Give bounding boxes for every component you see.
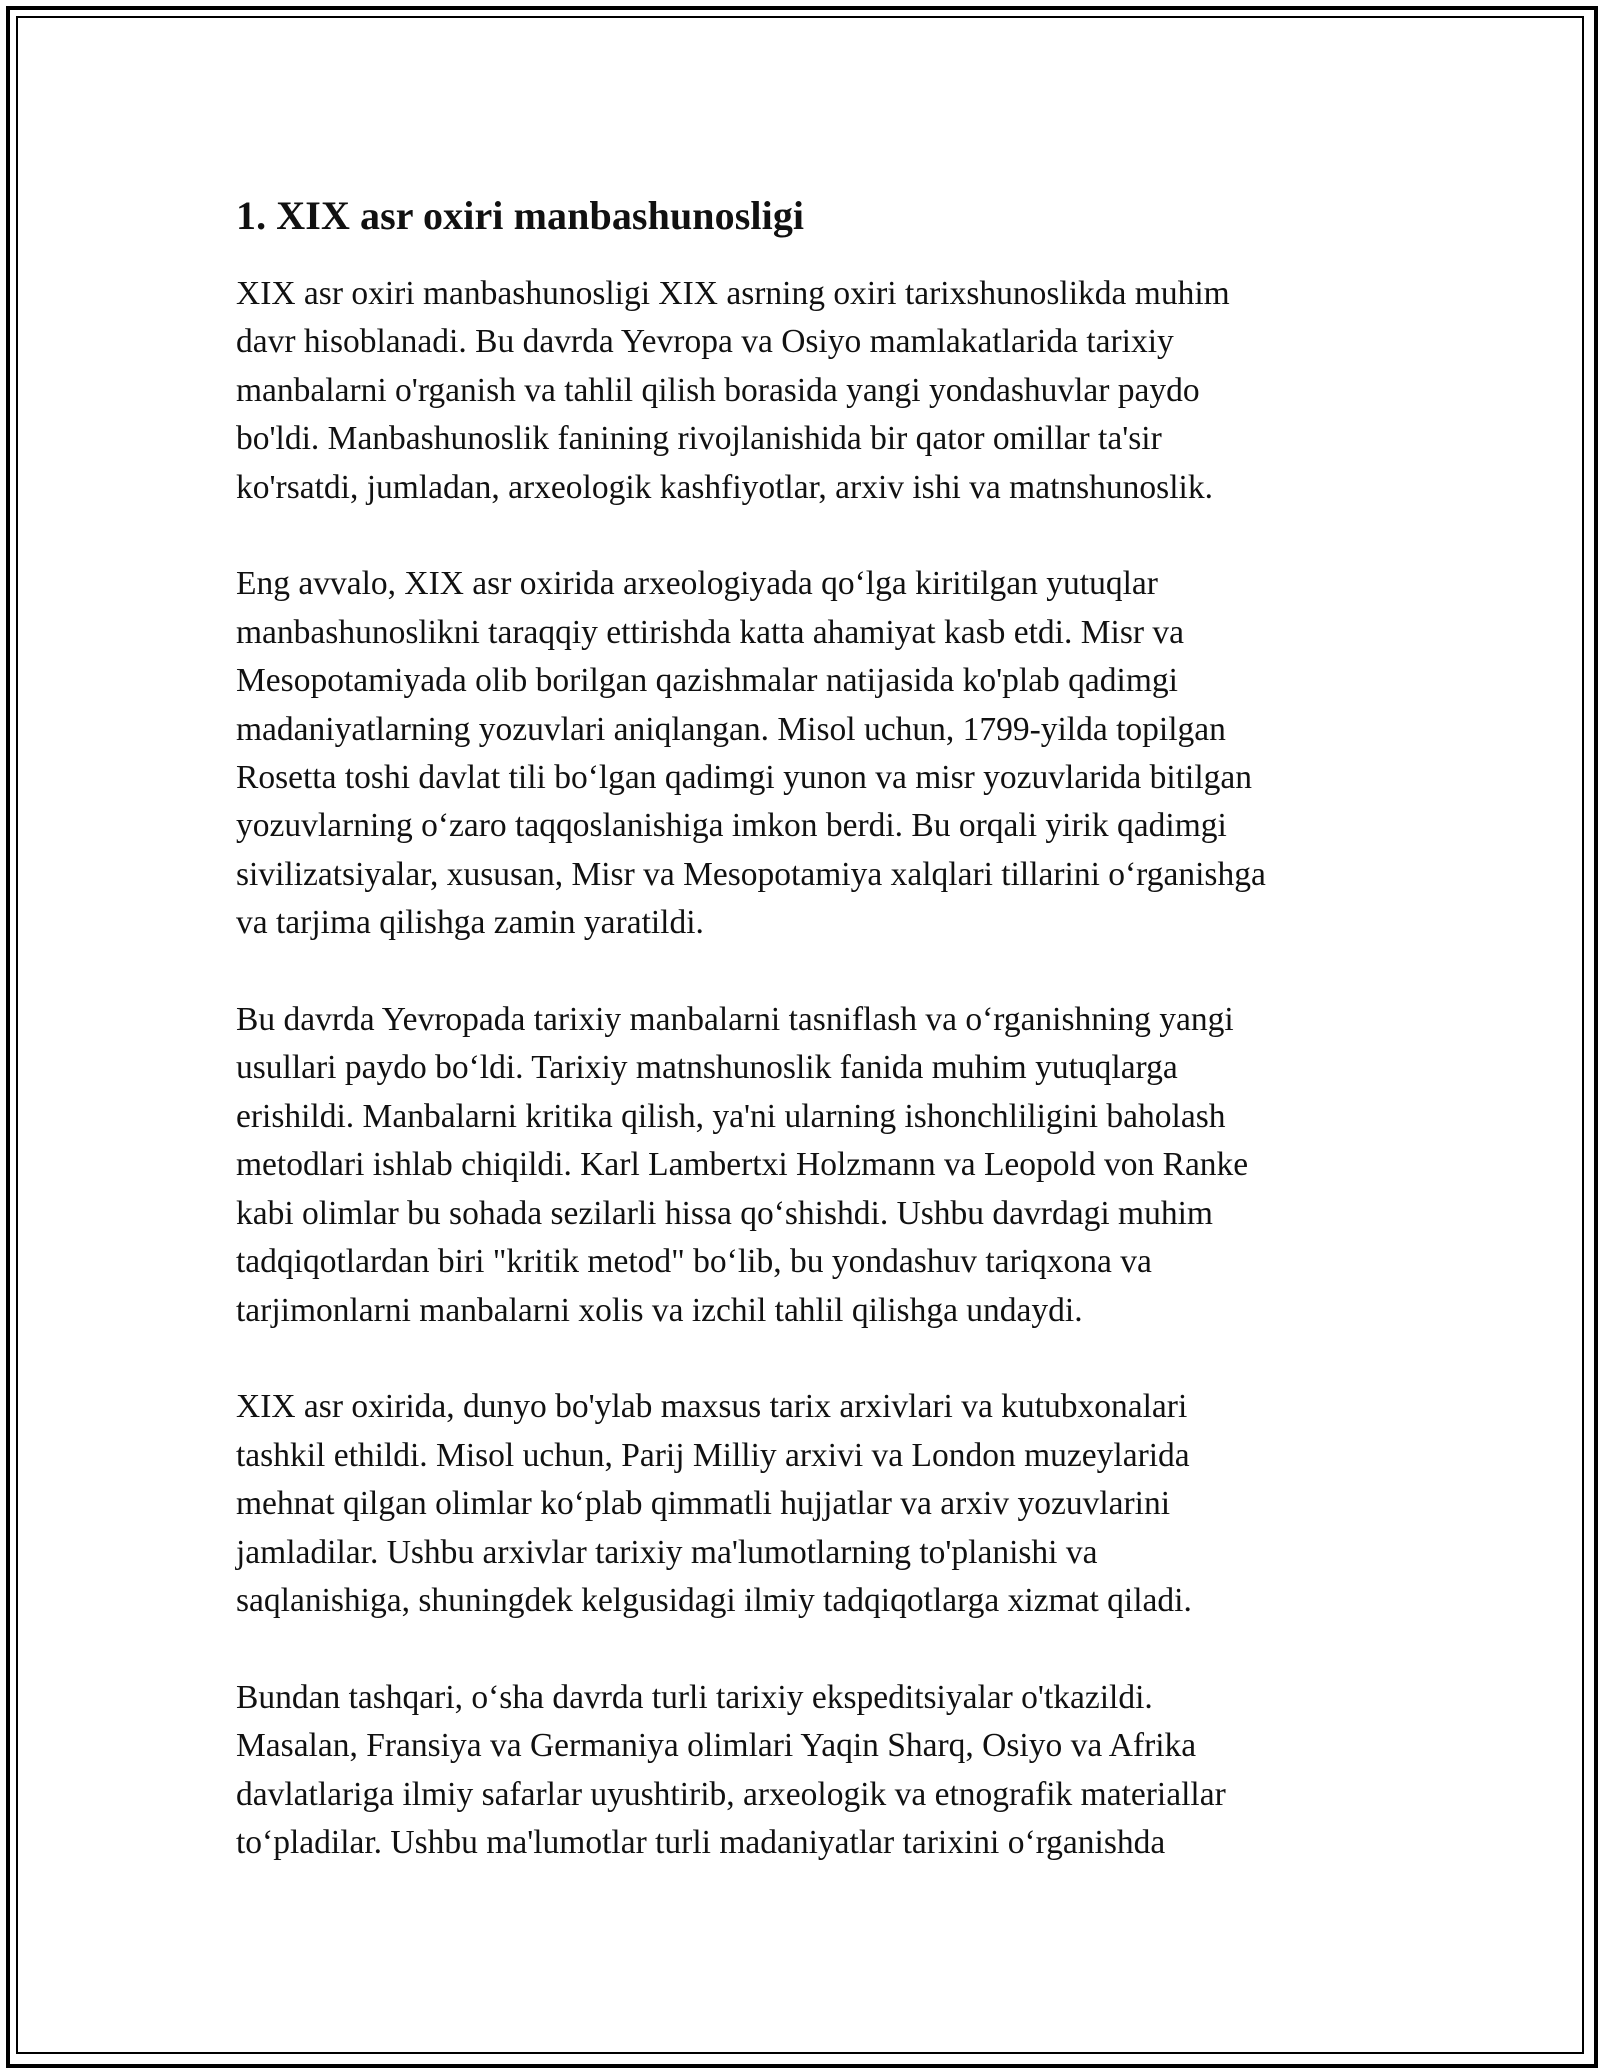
text-line: davlatlariga ilmiy safarlar uyushtirib, arxeologik va etnografik materiallar	[236, 1775, 1226, 1813]
text-line: tashkil ethildi. Misol uchun, Parij Milliy arxivi va London muzeylarida	[236, 1436, 1190, 1474]
text-line: metodlari ishlab chiqildi. Karl Lambertxi Holzmann va Leopold von Ranke	[236, 1146, 1249, 1184]
paragraph-5	[236, 1674, 1376, 1868]
text-line: Bundan tashqari, o‘sha davrda turli tarixiy ekspeditsiyalar o'tkazildi.	[236, 1678, 1153, 1716]
text-line: va tarjima qilishga zamin yaratildi.	[236, 904, 704, 942]
text-line: madaniyatlarning yozuvlari aniqlangan. Misol uchun, 1799-yilda topilgan	[236, 710, 1226, 748]
text-line: mehnat qilgan olimlar ko‘plab qimmatli hujjatlar va arxiv yozuvlarini	[236, 1485, 1171, 1523]
paragraph-1	[236, 270, 1376, 512]
text-line: to‘pladilar. Ushbu ma'lumotlar turli madaniyatlar tarixini o‘rganishda	[236, 1823, 1166, 1861]
paragraph-3	[236, 996, 1376, 1335]
text-line: manbalarni o'rganish va tahlil qilish borasida yangi yondashuvlar paydo	[236, 371, 1200, 409]
paragraph-4	[236, 1383, 1376, 1625]
text-line: davr hisoblanadi. Bu davrda Yevropa va Osiyo mamlakatlarida tarixiy	[236, 323, 1174, 361]
document-body	[236, 180, 1376, 1916]
text-line: kabi olimlar bu sohada sezilarli hissa qo‘shishdi. Ushbu davrdagi muhim	[236, 1194, 1213, 1232]
text-line: yozuvlarning o‘zaro taqqoslanishiga imkon berdi. Bu orqali yirik qadimgi	[236, 807, 1227, 845]
text-line: Bu davrda Yevropada tarixiy manbalarni tasniflash va o‘rganishning yangi	[236, 1001, 1234, 1039]
paragraph-2	[236, 560, 1376, 947]
text-line: Mesopotamiyada olib borilgan qazishmalar natijasida ko'plab qadimgi	[236, 662, 1178, 700]
text-line: erishildi. Manbalarni kritika qilish, ya'ni ularning ishonchliligini baholash	[236, 1097, 1226, 1135]
text-line: ko'rsatdi, jumladan, arxeologik kashfiyotlar, arxiv ishi va matnshunoslik.	[236, 468, 1213, 506]
text-line: Rosetta toshi davlat tili bo‘lgan qadimgi yunon va misr yozuvlarida bitilgan	[236, 759, 1252, 797]
text-line: XIX asr oxiri manbashunosligi XIX asrning oxiri tarixshunoslikda muhim	[236, 275, 1230, 312]
text-line: Masalan, Fransiya va Germaniya olimlari Yaqin Sharq, Osiyo va Afrika	[236, 1727, 1197, 1765]
text-line: tadqiqotlardan biri "kritik metod" bo‘lib, bu yondashuv tariqxona va	[236, 1243, 1152, 1281]
text-line: XIX asr oxirida, dunyo bo'ylab maxsus tarix arxivlari va kutubxonalari	[236, 1388, 1188, 1426]
text-line: saqlanishiga, shuningdek kelgusidagi ilmiy tadqiqotlarga xizmat qiladi.	[236, 1581, 1192, 1619]
text-line: bo'ldi. Manbashunoslik fanining rivojlanishida bir qator omillar ta'sir	[236, 420, 1162, 458]
section-heading: 1. XIX asr oxiri manbashunosligi	[236, 193, 805, 238]
text-line: jamladilar. Ushbu arxivlar tarixiy ma'lumotlarning to'planishi va	[236, 1533, 1098, 1571]
text-line: manbashunoslikni taraqqiy ettirishda katta ahamiyat kasb etdi. Misr va	[236, 613, 1185, 651]
text-line: sivilizatsiyalar, xususan, Misr va Mesopotamiya xalqlari tillarini o‘rganishga	[236, 855, 1266, 893]
text-line: usullari paydo bo‘ldi. Tarixiy matnshunoslik fanida muhim yutuqlarga	[236, 1049, 1178, 1087]
text-line: tarjimonlarni manbalarni xolis va izchil tahlil qilishga undaydi.	[236, 1291, 1083, 1329]
text-line: Eng avvalo, XIX asr oxirida arxeologiyada qo‘lga kiritilgan yutuqlar	[236, 565, 1158, 603]
